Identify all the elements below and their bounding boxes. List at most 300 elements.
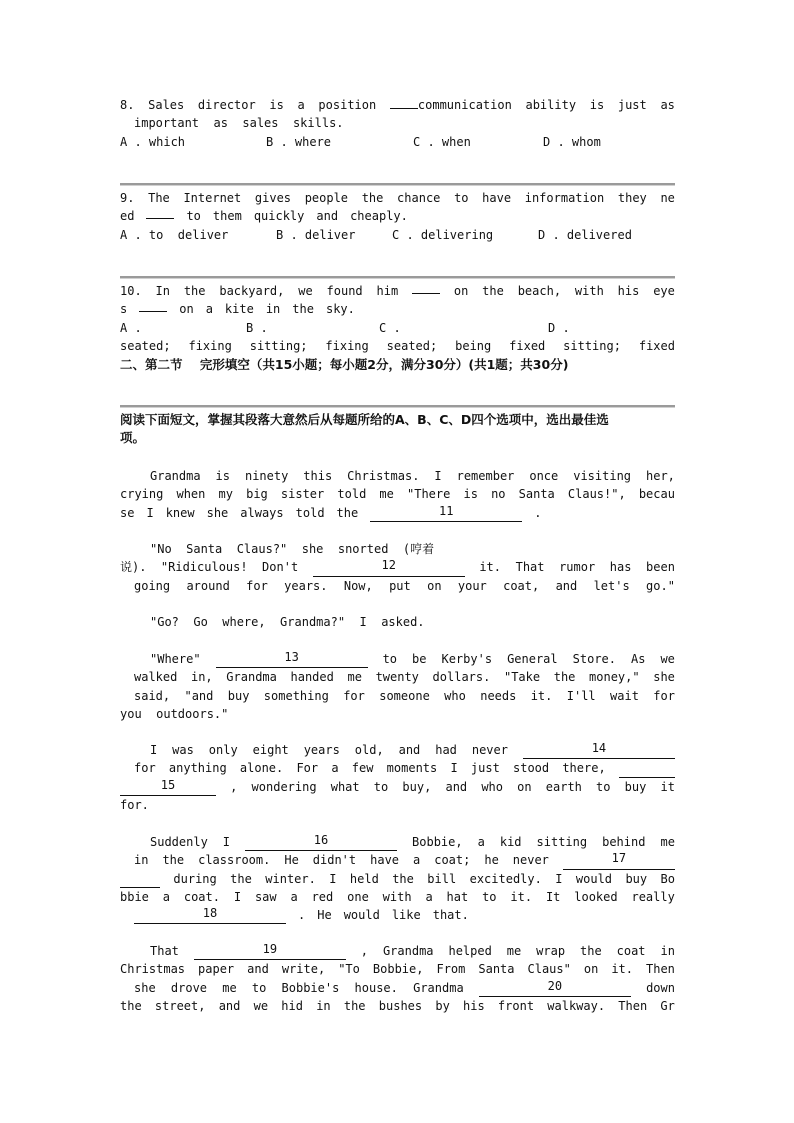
passage-word: I [450,761,458,776]
cloze-blank-16[interactable]: 16 [245,833,397,851]
passage-word: Sales [148,98,185,112]
passage-word: hat [446,889,469,904]
q10-option-words [120,337,675,355]
passage-word: told [295,505,325,520]
passage-word: be [412,652,427,666]
passage-word: I [555,871,563,886]
passage-word: to [454,191,469,205]
passage-paragraph-5: I was only eight years old, and had never 14 for anything alone. For a few moments I just stood there, 15 , wondering what to buy, and who on earth to buy it for. [120,741,675,812]
passage-word: sitting; [249,338,308,353]
passage-word: money," [589,670,640,685]
passage-word: house. [354,980,398,995]
instruction-line-2: 项。 [120,430,146,445]
passage-word: have [370,853,400,868]
passage-word: backyard, [219,284,285,298]
passage-word: 10. [120,284,142,298]
passage-word: something [263,688,329,703]
passage-word: the [553,670,576,685]
passage-word: eight [252,743,289,757]
passage-word: Bobbie, [372,962,424,977]
passage-word: go." [646,578,675,593]
passage-word: in [265,302,281,317]
passage-word: Santa [518,487,555,502]
passage-word: He [284,853,299,868]
passage-word: a [413,853,421,868]
passage-word: red [311,889,334,904]
passage-word: Claus" [527,962,571,977]
passage-paragraph-2 [120,540,675,595]
passage-word: with [574,284,604,298]
passage-word: the [580,944,602,958]
passage-word: bill [427,871,457,886]
passage-word: Christmas. [347,469,420,483]
passage-word: it. [530,688,553,703]
q8-option-a[interactable]: A . which [120,134,186,149]
passage-word: she [653,670,675,685]
passage-word: is [215,469,230,483]
passage-word: on [179,302,194,317]
question-8 [120,96,675,151]
passage-word: for [653,688,675,703]
passage-word: "Take [503,670,541,685]
q9-option-b[interactable]: B . deliver [276,227,356,242]
passage-word: him [376,284,399,298]
q10-option-c[interactable]: C . [379,320,401,335]
passage-word: with [382,889,412,904]
passage-word: write, [281,962,326,977]
passage-word: just [617,98,647,112]
cloze-blank-12[interactable]: 12 [313,558,465,576]
passage-word: crying [120,487,164,502]
passage-word: The [148,191,170,205]
passage-word: Grandma [413,980,464,995]
divider [120,183,675,186]
passage-word: I [222,835,231,849]
passage-word: said, [134,688,171,703]
passage-word: what [330,779,360,794]
passage-word: once [529,469,559,483]
passage-word: the [162,853,185,868]
passage-word: by [435,998,450,1013]
q8-line-2: important as sales skills. [134,116,344,131]
passage-word: has [609,560,632,575]
passage-word: and [247,962,269,977]
q10-line-1 [120,282,675,300]
passage-word: Kerby's [441,652,493,666]
passage-word: to [596,779,611,794]
passage-word: As [631,652,646,666]
passage-word: your [457,578,487,593]
passage-word: becau [638,487,675,502]
passage-word: seated; [120,338,171,353]
passage-word: have [482,191,512,205]
passage-word: looked [574,889,618,904]
passage-word: a [162,889,170,904]
passage-word: . [534,505,542,520]
divider [120,276,675,279]
passage-word: a [477,835,485,849]
passage-word: gives [254,191,292,205]
q10-option-letters [120,319,675,337]
passage-paragraph-4: "Where" 13 to be Kerby's General Store. As we walked in, Grandma handed me twenty dollars. "Take the money," she said, "and buy something for someone who needs it. I'll wait for you outdoors." [120,650,675,721]
passage-word: buy [625,871,648,886]
passage-word: walked [134,670,178,685]
passage-word: never [512,853,549,868]
passage-word: helped [448,944,492,958]
passage-word: ninety [244,469,289,483]
passage-word: walkway. [547,998,606,1013]
q8-option-d[interactable]: D . whom [543,134,601,149]
passage-word: she [134,980,156,995]
question-10 [120,282,675,355]
passage-word: hid [281,998,303,1013]
passage-word: one [347,889,369,904]
passage-word: For [296,761,319,776]
passage-word: It [545,889,561,904]
passage-word: sky. [325,302,355,317]
passage-word: 9. [120,191,135,205]
passage-word: me [379,487,394,502]
passage-word: this [303,469,333,483]
passage-word: years [303,743,340,757]
q10-blank-2[interactable] [139,300,167,312]
passage-word: street, [154,998,206,1013]
q9-line-1 [120,189,675,207]
passage-word: told [337,487,367,502]
passage-word: twenty [375,670,419,685]
passage-word: winter. [265,871,316,886]
passage-word: being [455,338,492,353]
passage-paragraph-3: "Go? Go where, Grandma?" I asked. [150,615,425,629]
passage-word: going [134,578,171,593]
passage-word: That [150,944,179,958]
passage-word: "Where" [150,652,201,666]
passage-word: bushes [378,998,423,1013]
passage-word: put [389,578,411,593]
passage-word: Bobbie, [412,835,463,849]
passage-paragraph-6 [120,833,675,924]
passage-word: me [660,835,675,849]
q9-option-d[interactable]: D . delivered [538,227,632,242]
cloze-blank-15-start[interactable] [619,759,675,777]
passage-word: sitting [536,835,588,849]
passage-word: "There [407,487,451,502]
passage-word: the [343,998,366,1013]
passage-word: his [617,284,640,298]
passage-word: "To [338,962,360,977]
cloze-blank-15[interactable]: 15 [120,778,216,796]
q8-options [120,133,675,151]
passage-word: and [555,578,578,593]
passage-word: the [336,505,359,520]
passage-word: needs [480,688,517,703]
passage-word: around [186,578,230,593]
passage-word: me [347,670,362,685]
passage-word: to [186,209,201,224]
passage-word: wrap [536,944,566,958]
passage-word: and [445,779,468,794]
passage-word: . [298,908,306,923]
passage-word: From [436,962,466,977]
q9-option-a[interactable]: A . to deliver [120,227,229,242]
q9-option-c[interactable]: C . delivering [392,227,494,242]
passage-word: in [134,853,149,868]
cloze-blank-17[interactable]: 17 [563,851,675,869]
passage-word: knew [165,505,195,520]
passage-word: on [517,779,532,794]
cloze-blank-19[interactable]: 19 [194,942,346,960]
passage-word: "No Santa Claus?" she snorted (哼着 [150,542,435,556]
passage-word: Then [646,962,675,977]
passage-word: I [434,469,442,483]
passage-word: a [297,98,305,112]
passage-word: handed [290,670,334,685]
passage-word: eye [653,284,675,298]
question-9 [120,189,675,244]
passage-word: , [230,779,238,794]
cloze-blank-20[interactable]: 20 [479,979,631,997]
passage-word: years. [284,578,328,593]
passage-word: to [373,779,389,794]
passage-word: I [146,505,154,520]
passage-word: Claus!", [567,487,626,502]
passage-word: se [120,505,135,520]
passage-word: visiting [573,469,632,483]
passage-word: on [427,578,442,593]
passage-word: the [230,871,252,886]
passage-word: they [617,191,647,205]
passage-word: big [246,487,268,502]
cloze-blank-17-end[interactable] [120,870,160,888]
passage-word: s [120,302,128,317]
passage-word: Store. [572,652,616,666]
passage-word: earth [545,779,582,794]
passage-word: me [506,944,522,958]
passage-word: had [435,743,457,757]
passage-word: moments [386,761,438,776]
passage-word: Grandma [150,469,201,483]
passage-word: we [298,284,313,298]
passage-word: in [316,998,331,1013]
passage-word: few [351,761,374,776]
passage-word: to [482,889,497,904]
passage-word: always [240,505,284,520]
passage-word: old, [354,743,384,757]
passage-word: kite [224,302,254,317]
passage-word: Now, [343,578,373,593]
passage-word: bbie [120,889,149,904]
q8-number: 8. [120,98,135,112]
instruction-line-1: 阅读下面短文，掌握其段落大意然后从每题所给的A、B、C、D四个选项中，选出最佳选 [120,412,609,427]
passage-word: excitedly. [469,871,542,886]
passage-word: I'll [566,688,596,703]
passage-word: Christmas [120,962,186,977]
passage-word: held [349,871,379,886]
passage-word: my [218,487,233,502]
section-heading: 二、第二节 完形填空（共15小题；每小题2分，满分30分）(共1题；共30分) [120,357,569,372]
passage-word: He [317,908,332,923]
passage-word: anything [168,761,227,776]
passage-word: stood [513,761,550,776]
passage-word: chance [397,191,441,205]
passage-word: ed [120,209,135,224]
passage-word: is [269,98,284,112]
passage-word: to [382,652,398,666]
passage-word: In [155,284,170,298]
passage-word: that. [432,908,469,923]
cloze-blank-18[interactable]: 18 [134,906,286,924]
passage-word: cheaply. [350,209,408,224]
passage-word: and [218,998,241,1013]
passage-word: the [392,871,414,886]
passage-word: we [660,652,675,666]
passage-word: people [304,191,349,205]
passage-word: just [470,761,500,776]
passage-word: buy, [402,779,432,794]
passage-word: someone [379,688,430,703]
passage-word: a [331,761,339,776]
passage-word: and [316,209,339,224]
passage-word: on [453,284,469,298]
passage-word: a [290,889,298,904]
passage-word: buy [227,688,250,703]
passage-word: the [482,284,504,298]
q10-option-b[interactable]: B . [246,320,268,335]
passage-word: to [251,980,267,995]
q8-option-b[interactable]: B . where [266,134,332,149]
passage-word: Grandma [226,670,277,685]
passage-word: would [575,871,613,886]
passage-word: front [497,998,535,1013]
passage-word: there, [562,761,606,776]
passage-word: 说). "Ridiculous! Don't [120,560,299,575]
passage-word: seated; [386,338,438,353]
q8-option-c[interactable]: C . when [413,134,471,149]
passage-word: buy [624,779,647,794]
passage-word: kid [499,835,522,849]
passage-word: sister [280,487,325,502]
passage-word: That [515,560,545,575]
passage-word: I [233,889,242,904]
passage-word: we [253,998,269,1013]
divider [120,405,675,408]
passage-word: rumor [559,560,596,575]
passage-word: is [589,98,605,112]
q9-options [120,226,675,244]
passage-word: fixed [638,338,675,353]
passage-word: for [246,578,268,593]
passage-word: and [398,743,421,757]
passage-word: dollars. [432,670,491,685]
passage-word: fixing [188,338,232,353]
passage-word: paper [198,962,235,977]
passage-word: coat. [183,889,220,904]
passage-word: Bo [660,871,675,886]
passage-word: for [343,688,365,703]
q10-line-2 [120,300,675,318]
passage-word: director [197,98,256,112]
passage-word: General [507,652,558,666]
passage-word: Gr [660,998,675,1013]
passage-word: Suddenly [150,835,208,849]
passage-word: Internet [183,191,242,205]
passage-word: he [484,853,499,868]
passage-word: ne [660,191,675,205]
passage-word: them [212,209,242,224]
passage-word: Then [618,998,648,1013]
q10-option-a[interactable]: A . [120,320,142,335]
q10-blank-1[interactable] [412,282,440,294]
passage-word: behind [602,835,646,849]
passage-word: coat, [503,578,540,593]
passage-word: it [660,779,675,794]
passage-word: I [150,743,158,757]
passage-word: it. [479,560,502,575]
passage-word: would [343,908,380,923]
passage-word: for [134,761,156,776]
passage-word: as [660,98,675,112]
passage-word: like [391,908,421,923]
passage-word: let's [593,578,630,593]
passage-word: didn't [312,853,357,868]
passage-word: found [326,284,363,298]
passage-word: in [660,944,675,958]
passage-word: quickly [253,209,305,224]
passage-word: a [205,302,213,317]
passage-word: was [172,743,194,757]
passage-word: during [173,871,217,886]
passage-word: ability [525,98,577,112]
passage-word: sitting; [563,338,621,353]
q8-line-1 [120,96,675,114]
passage-word: never [471,743,508,757]
cloze-blank-13[interactable]: 13 [216,650,368,668]
passage-word: in, [190,670,213,685]
passage-word: his [463,998,485,1013]
passage-word: wait [610,688,639,703]
passage-word: it. [611,962,633,977]
passage-paragraph-7 [120,942,675,1015]
passage-word: a [425,889,433,904]
passage-word: Santa [478,962,515,977]
q10-option-d[interactable]: D . [548,320,570,335]
passage-word: really [631,889,675,904]
passage-word: drove [170,980,208,995]
passage-word: when [176,487,206,502]
q9-blank[interactable] [146,207,174,219]
passage-word: the [120,998,142,1013]
passage-word: it. [510,889,533,904]
passage-word: position [318,98,377,112]
passage-word: who [444,688,466,703]
cloze-blank-14[interactable]: 14 [523,741,675,759]
passage-paragraph-1 [120,467,675,522]
passage-word: her, [646,469,675,483]
passage-word: me [222,980,237,995]
cloze-blank-11[interactable]: 11 [370,504,522,522]
passage-word: fixing [325,338,369,353]
passage-word: on [583,962,599,977]
passage-word: Bobbie's [281,980,340,995]
passage-word: who [481,779,503,794]
passage-word: classroom. [198,853,271,868]
passage-word: only [208,743,238,757]
passage-word: down [646,980,675,995]
passage-word: alone. [239,761,284,776]
q8-blank-and-word[interactable] [390,96,512,114]
passage-word: beach, [517,284,562,298]
passage-word: no [491,487,506,502]
